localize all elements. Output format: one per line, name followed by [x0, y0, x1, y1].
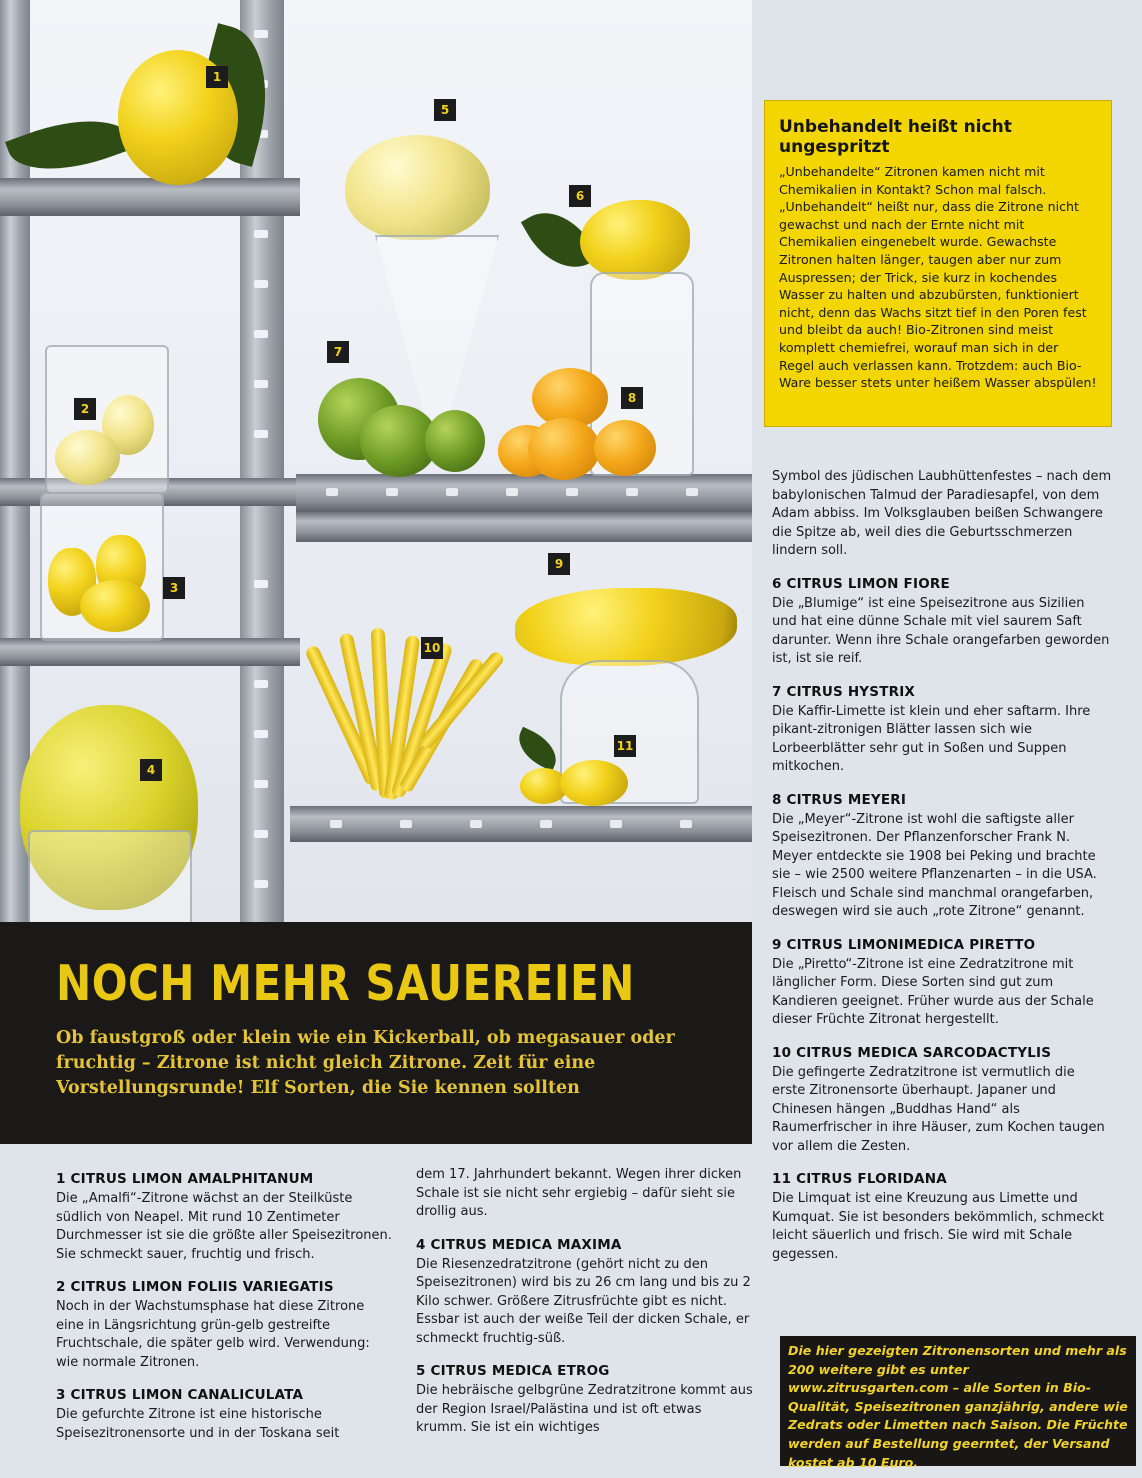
variety-5-title: 5 CITRUS MEDICA ETROG: [416, 1363, 610, 1379]
limquat-2: [560, 760, 628, 806]
lemon-fiore: [580, 200, 690, 280]
number-label-1: 1: [206, 66, 228, 88]
variety-1-text: Die „Amalfi“-Zitrone wächst an der Steilküste südlich von Neapel. Mit rund 10 Zentimeter Durchmesser ist sie die größte aller Speisezitronen. Sie schmeckt sauer, fruchtig und frisch.: [56, 1191, 392, 1262]
info-box-title: Unbehandelt heißt nicht ungespritzt: [779, 117, 1012, 157]
footer-note-box: [780, 1336, 1136, 1470]
lemon-etrog: [345, 135, 490, 240]
variety-2-title: 2 CITRUS LIMON FOLIIS VARIEGATIS: [56, 1279, 334, 1295]
headline-title: NOCH MEHR SAUEREIEN: [56, 955, 635, 1012]
variety-2-text: Noch in der Wachstumsphase hat diese Zitrone eine in Längsrichtung grün-gelb gestreifte Fruchtschale, die später gelb wird. Verwendung: wie normale Zitronen.: [56, 1299, 370, 1370]
variety-3-text: Die gefurchte Zitrone ist eine historische Speisezitronensorte und in der Toskana seit: [56, 1407, 340, 1441]
variety-11-title: 11 CITRUS FLORIDANA: [772, 1171, 947, 1187]
lemon-canaliculata-3: [80, 580, 150, 632]
lemon-variegatis-2: [55, 430, 120, 485]
number-label-10: 10: [421, 637, 443, 659]
variety-3-title: 3 CITRUS LIMON CANALICULATA: [56, 1387, 304, 1403]
variety-8-title: 8 CITRUS MEYERI: [772, 791, 907, 808]
number-label-2: 2: [74, 398, 96, 420]
number-label-3: 3: [163, 577, 185, 599]
number-label-8: 8: [621, 387, 643, 409]
number-label-11: 11: [614, 735, 636, 757]
variety-10-text: Die gefingerte Zedratzitrone ist vermutlich die erste Zitronensorte überhaupt. Japaner und Chinesen hängen „Buddhas Hand“ als Raumerfrischer in ihre Häuser, zum Kochen taugen vor allem die Zesten.: [772, 1064, 1105, 1154]
lemon-piretto: [515, 588, 737, 666]
citrus-shelf-photo: [0, 0, 752, 925]
headline-lead: Ob faustgroß oder klein wie ein Kickerball, ob megasauer oder fruchtig – Zitrone ist nicht gleich Zitrone. Zeit für eine Vorstellungsrunde! Elf Sorten, die Sie kennen sollten: [56, 1028, 675, 1098]
number-label-4: 4: [140, 759, 162, 781]
number-label-7: 7: [327, 341, 349, 363]
article-column-right: [772, 468, 1112, 1264]
article-column-2: [416, 1166, 756, 1438]
variety-8-text: Die „Meyer“-Zitrone ist wohl die saftigste aller Speisezitronen. Der Pflanzenforscher Frank N. Meyer entdeckte sie 1908 bei Peking und brachte sie – wie 2500 weitere Pflanzenarten – in die USA. Fleisch und Schale sind manchmal orangefarben, deswegen wird sie auch „rote Zitrone“ genannt.: [772, 811, 1097, 919]
variety-9-title: 9 CITRUS LIMONIMEDICA PIRETTO: [772, 936, 1036, 953]
footer-note: Die hier gezeigten Zitronensorten und mehr als 200 weitere gibt es unter www.zitrusgarten.com – alle Sorten in Bio-Qualität, Speisezitronen ganzjährig, andere wie Zedrats oder Limetten nach Saison. Die Früchte werden auf Bestellung geerntet, der Versand kostet ab 10 Euro.: [788, 1343, 1128, 1470]
variety-4-text: Die Riesenzedratzitrone (gehört nicht zu den Speisezitronen) wird bis zu 26 cm lang und bis zu 2 Kilo schwer. Größere Zitrusfrüchte gibt es nicht. Essbar ist auch der weiße Teil der dicken Schale, er schmeckt fruchtig-süß.: [416, 1256, 751, 1346]
kaffir-lime-3: [425, 410, 485, 472]
variety-10-title: 10 CITRUS MEDICA SARCODACTYLIS: [772, 1044, 1052, 1061]
variety-5-continued: Symbol des jüdischen Laubhüttenfestes – nach dem babylonischen Talmud der Paradiesapfel, von dem Adam abbiss. Im Volksglauben beißen Schwangere die Spitze ab, weil dies die Geburtsschmerzen lindern soll.: [772, 469, 1112, 558]
variety-4-title: 4 CITRUS MEDICA MAXIMA: [416, 1236, 622, 1253]
article-column-1: [56, 1160, 396, 1443]
variety-6-text: Die „Blumige“ ist eine Speisezitrone aus Sizilien und hat eine dünne Schale mit viel saurem Saft darunter. Wenn ihre Schale orangefarben geworden ist, ist sie reif.: [772, 595, 1110, 666]
info-box-body: „Unbehandelte“ Zitronen kamen nicht mit Chemikalien in Kontakt? Schon mal falsch. „Unbehandelt“ heißt nur, dass die Zitrone nicht gewachst und nach der Ernte nicht mit Chemikalien eingenebelt wurde. Gewachste Zitronen halten länger, taugen aber nur zum Auspressen; der Trick, sie kurz in kochendes Wasser zu halten und abzubürsten, funktioniert nicht, denn das Wachs sitzt tief in den Poren fest und bleibt da auch! Bio-Zitronen sind meist komplett chemiefrei, worauf man sich in der Regel auch verlassen kann. Trotzdem: auch Bio-Ware besser stets unter heißem Wasser abspülen!: [779, 164, 1097, 391]
number-label-5: 5: [434, 99, 456, 121]
beaker-4: [28, 830, 192, 925]
glass-cone: [375, 235, 499, 424]
shelf-mid-right: [296, 474, 752, 512]
meyer-lemon-4: [594, 420, 656, 476]
number-label-9: 9: [548, 553, 570, 575]
info-box-unbehandelt: [764, 100, 1112, 427]
shelf-bottom-right: [290, 806, 752, 842]
shelf-lower-left: [0, 638, 300, 666]
shelf-top-left: [0, 178, 300, 216]
variety-11-text: Die Limquat ist eine Kreuzung aus Limette und Kumquat. Sie ist besonders bekömmlich, schmeckt leicht säuerlich und frisch. Sie wird mit Schale gegessen.: [772, 1191, 1104, 1262]
variety-3-continued: dem 17. Jahrhundert bekannt. Wegen ihrer dicken Schale ist sie nicht sehr ergiebig – dafür sieht sie drollig aus.: [416, 1167, 742, 1219]
headline-banner: [0, 922, 752, 1144]
shelf-mid-right-lip: [296, 512, 752, 542]
variety-7-title: 7 CITRUS HYSTRIX: [772, 683, 916, 700]
variety-7-text: Die Kaffir-Limette ist klein und eher saftarm. Ihre pikant-zitronigen Blätter lassen sich wie Lorbeerblätter sehr gut in Soßen und Suppen mitkochen.: [772, 703, 1091, 774]
variety-6-title: 6 CITRUS LIMON FIORE: [772, 575, 950, 592]
variety-5-text: Die hebräische gelbgrüne Zedratzitrone kommt aus der Region Israel/Palästina und ist oft etwas krumm. Sie ist ein wichtiges: [416, 1383, 753, 1435]
number-label-6: 6: [569, 185, 591, 207]
variety-9-text: Die „Piretto“-Zitrone ist eine Zedratzitrone mit länglicher Form. Diese Sorten sind gut zum Kandieren geeignet. Früher wurde aus der Schale dieser Früchte Zitronat hergestellt.: [772, 956, 1094, 1027]
meyer-lemon-3: [528, 418, 600, 480]
variety-1-title: 1 CITRUS LIMON AMALPHITANUM: [56, 1171, 314, 1187]
